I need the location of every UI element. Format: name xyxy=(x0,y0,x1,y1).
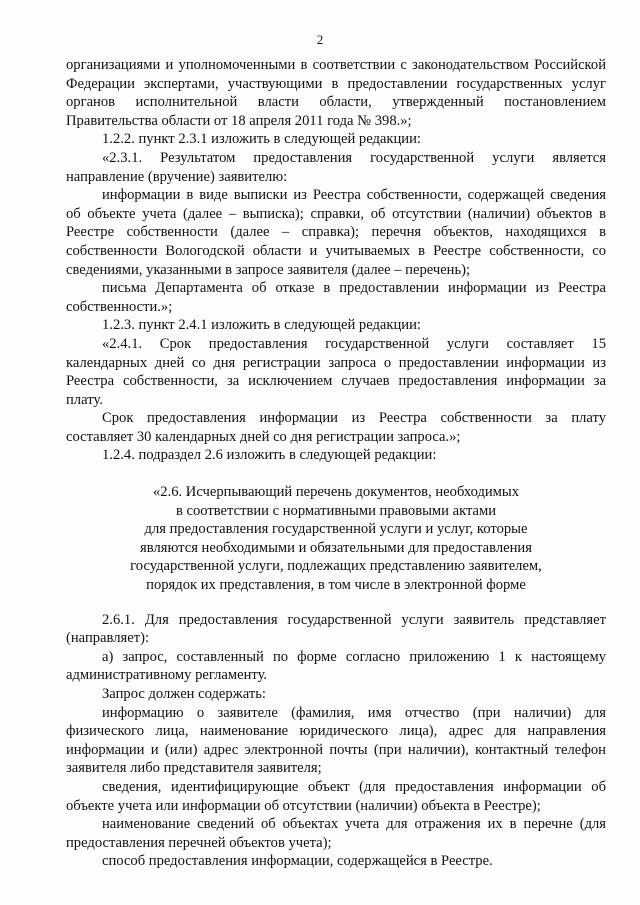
paragraph: организациями и уполномоченными в соответствии с законодательством Российской Федерации экспертами, участвующими в предоставлении государственных услуг органов исполнительной власти области, утвержденный постановлением Правительства области от 18 апреля 2011 года № 398.»; xyxy=(66,57,606,129)
paragraph: информации в виде выписки из Реестра собственности, содержащей сведения об объекте учета (далее – выписка); справки, об отсутствии (наличии) объектов в Реестре собственности (далее – справка); перечня объектов, находящихся в собственности Вологодской области и учитываемых в Реестре собственности, со сведениями, указанными в запросе заявителя (далее – перечень); xyxy=(66,187,606,278)
document-body xyxy=(66,56,606,871)
heading-line: «2.6. Исчерпывающий перечень документов, необходимых xyxy=(152,484,520,501)
paragraph: 2.6.1. Для предоставления государственной услуги заявитель представляет (направляет): xyxy=(66,611,606,647)
paragraph: наименование сведений об объектах учета для отражения их в перечне (для предоставления перечней объектов учета); xyxy=(66,816,606,851)
heading-line: в соответствии с нормативными правовыми актами xyxy=(175,502,497,519)
heading-line: являются необходимыми и обязательными для предоставления xyxy=(140,539,532,556)
heading-line: государственной услуги, подлежащих представлению заявителем, xyxy=(130,558,542,575)
page-number: 2 xyxy=(316,32,324,47)
paragraph: 1.2.2. пункт 2.3.1 изложить в следующей редакции: xyxy=(102,131,421,148)
paragraphs-before-heading xyxy=(66,56,606,465)
section-heading-2-6 xyxy=(66,483,606,595)
paragraph: Запрос должен содержать: xyxy=(102,686,266,702)
paragraph: 1.2.4. подраздел 2.6 изложить в следующей редакции: xyxy=(102,447,437,464)
paragraph: информацию о заявителе (фамилия, имя отчество (при наличии) для физического лица, наименование юридического лица), адрес для направления информации и (или) адрес электронной почты (при наличии), контактный телефон заявителя либо представителя заявителя; xyxy=(66,704,606,777)
paragraph: способ предоставления информации, содержащейся в Реестре. xyxy=(102,853,493,870)
paragraph: 1.2.3. пункт 2.4.1 изложить в следующей редакции: xyxy=(102,317,421,334)
paragraphs-after-heading xyxy=(66,611,606,871)
paragraph: а) запрос, составленный по форме согласно приложению 1 к настоящему административному регламенту. xyxy=(66,648,606,684)
paragraph: Срок предоставления информации из Реестра собственности за плату составляет 30 календарных дней со дня регистрации запроса.»; xyxy=(66,410,606,445)
heading-line: для предоставления государственной услуги и услуг, которые xyxy=(144,521,528,538)
heading-line: порядок их представления, в том числе в электронной форме xyxy=(146,577,526,594)
paragraph: «2.4.1. Срок предоставления государственной услуги составляет 15 календарных дней со дня регистрации запроса о предоставлении информации из Реестра собственности, за исключением случаев предоставления информации за плату. xyxy=(66,335,606,408)
paragraph: письма Департамента об отказе в предоставлении информации из Реестра собственности.»; xyxy=(66,280,606,315)
paragraph: «2.3.1. Результатом предоставления государственной услуги является направление (вручение) заявителю: xyxy=(66,149,606,185)
paragraph: сведения, идентифицирующие объект (для предоставления информации об объекте учета или информации об отсутствии (наличии) объекта в Реестре); xyxy=(66,778,606,814)
